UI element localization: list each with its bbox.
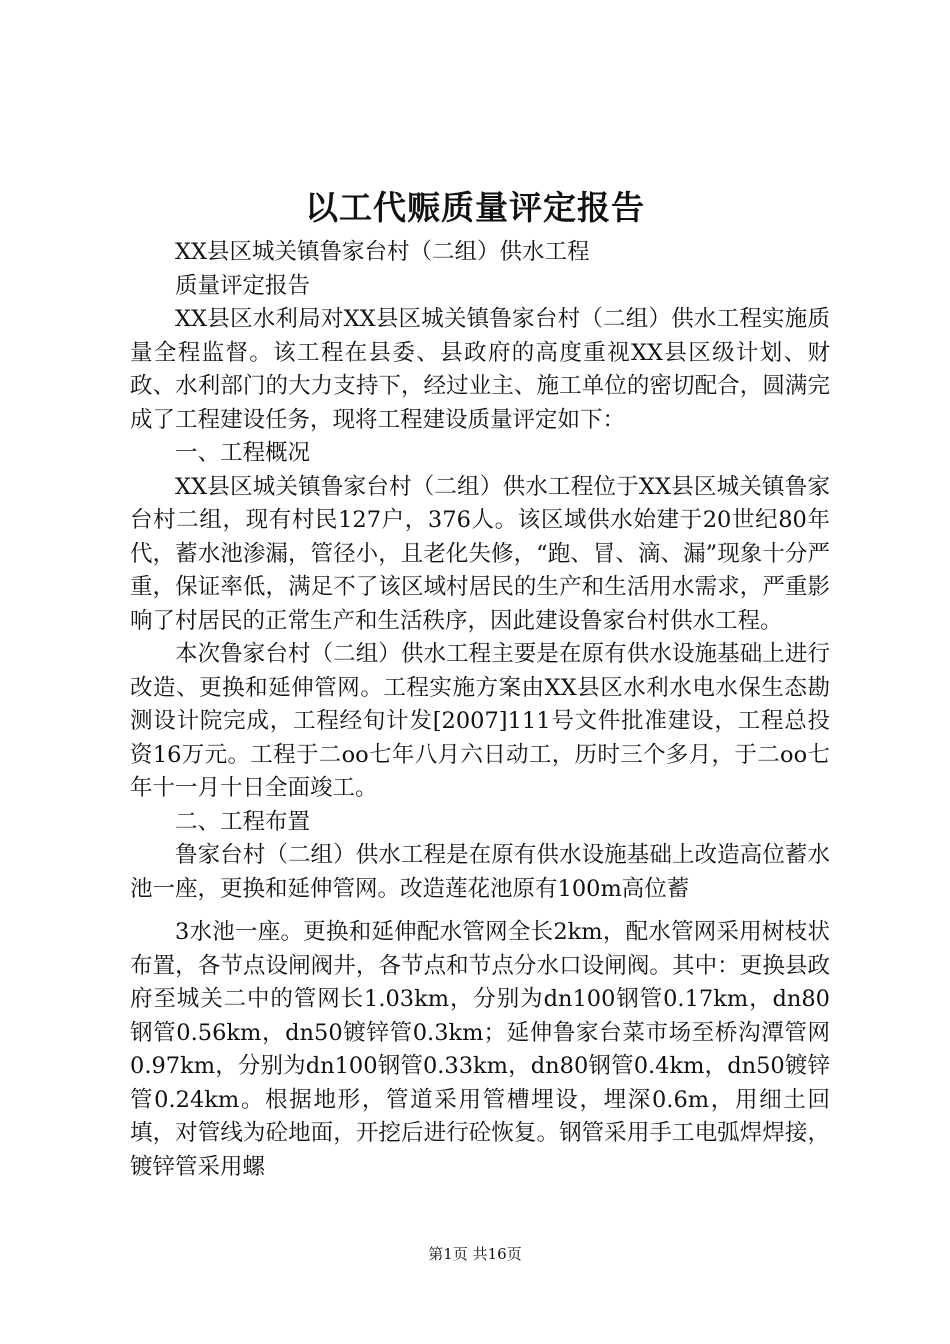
section-heading-layout: 二、工程布置 bbox=[175, 808, 311, 835]
layout-paragraph-1: 鲁家台村（二组）供水工程是在原有供水设施基础上改造高位蓄水池一座，更换和延伸管网。改造莲花池原有100m高位蓄 bbox=[130, 842, 830, 902]
document-title: 以工代赈质量评定报告 bbox=[305, 188, 645, 227]
page-number-footer: 第1页 共16页 bbox=[428, 1245, 522, 1263]
overview-paragraph-1: XX县区城关镇鲁家台村（二组）供水工程位于XX县区城关镇鲁家台村二组，现有村民127户，376人。该区域供水始建于20世纪80年代，蓄水池渗漏，管径小，且老化失修，“跑、冒、滴、漏”现象十分严重，保证率低，满足不了该区域村居民的生产和生活用水需求，严重影响了村居民的正常生产和生活秩序，因此建设鲁家台村供水工程。 bbox=[130, 473, 830, 634]
project-name-line: XX县区城关镇鲁家台村（二组）供水工程 bbox=[175, 239, 590, 265]
layout-paragraph-2: 3水池一座。更换和延伸配水管网全长2km，配水管网采用树枝状布置，各节点设闸阀井，各节点和节点分水口设闸阀。其中：更换县政府至城关二中的管网长1.03km，分别为dn100钢管0.17km，dn80钢管0.56km，dn50镀锌管0.3km；延伸鲁家台菜市场至桥沟潭管网0.97km，分别为dn100钢管0.33km，dn80钢管0.4km，dn50镀锌管0.24km。根据地形，管道采用管槽埋设，埋深0.6m，用细土回填，对管线为砼地面，开挖后进行砼恢复。钢管采用手工电弧焊焊接，镀锌管采用螺 bbox=[130, 919, 830, 1180]
report-subtitle-line: 质量评定报告 bbox=[175, 272, 311, 299]
intro-paragraph: XX县区水利局对XX县区城关镇鲁家台村（二组）供水工程实施质量全程监督。该工程在县委、县政府的高度重视XX县区级计划、财政、水利部门的大力支持下，经过业主、施工单位的密切配合，圆满完成了工程建设任务，现将工程建设质量评定如下： bbox=[130, 306, 830, 433]
overview-paragraph-2: 本次鲁家台村（二组）供水工程主要是在原有供水设施基础上进行改造、更换和延伸管网。工程实施方案由XX县区水利水电水保生态勘测设计院完成，工程经旬计发[2007]111号文件批准建设，工程总投资16万元。工程于二oo七年八月六日动工，历时三个多月，于二oo七年十一月十日全面竣工。 bbox=[130, 641, 830, 801]
section-heading-overview: 一、工程概况 bbox=[175, 440, 311, 466]
document-body bbox=[130, 236, 830, 1184]
